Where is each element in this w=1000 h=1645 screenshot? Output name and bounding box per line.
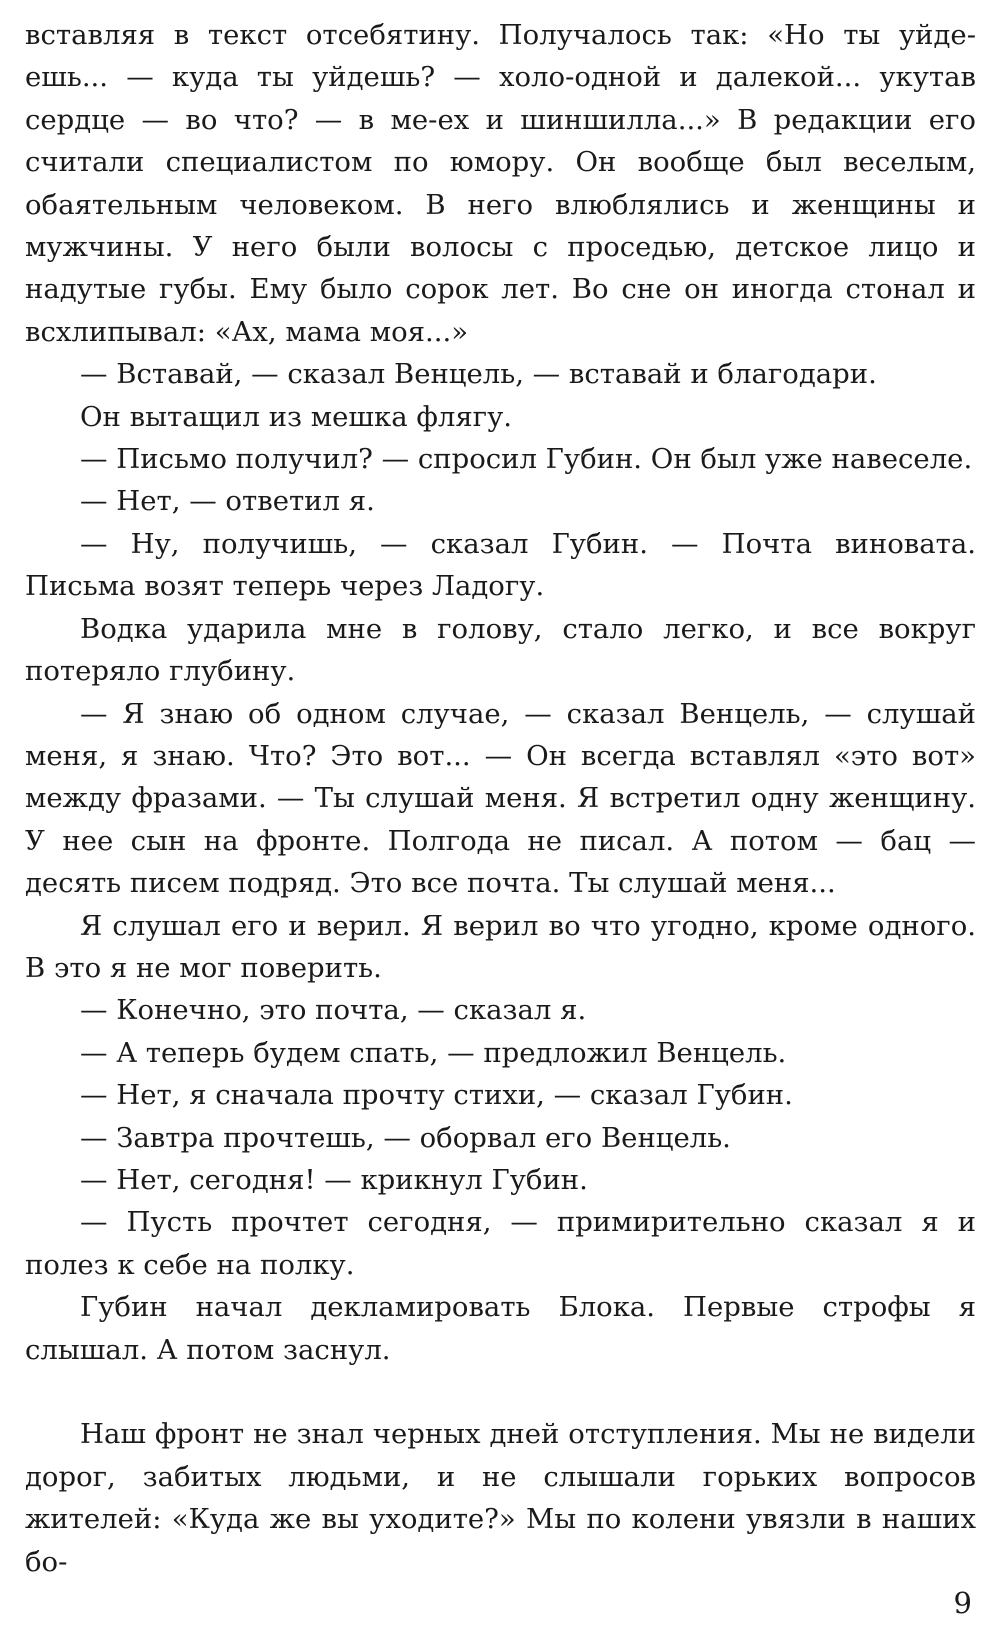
section-break	[25, 1371, 976, 1413]
paragraph: — Ну, получишь, — сказал Губин. — Почта виновата. Письма возят теперь через Ладогу.	[25, 527, 976, 603]
paragraph: — Письмо получил? — спросил Губин. Он был уже навеселе.	[80, 443, 973, 476]
paragraph: — Пусть прочтет сегодня, — примирительно сказал я и полез к себе на полку.	[25, 1206, 976, 1281]
paragraph: — Нет, — ответил я.	[80, 485, 375, 518]
paragraph: вставляя в текст отсебятину. Получалось так: «Но ты уйде-ешь... — куда ты уйдешь? — холо-одной и далекой... укутав сердце — во что? — в ме-ех и шиншилла...» В редакции его считали специалистом по юмору. Он вообще был веселым, обаятельным человеком. В него влюблялись и женщины и мужчины. У него были волосы с проседью, детское лицо и надутые губы. Ему было сорок лет. Во сне он иногда стонал и всхлипывал: «Ах, мама моя...»	[25, 19, 976, 348]
paragraph: Наш фронт не знал черных дней отступления. Мы не видели дорог, забитых людьми, и не слышали горьких вопросов жителей: «Куда же вы уходите?» Мы по колени увязли в наших бо-	[25, 1418, 976, 1578]
paragraph: — Нет, сегодня! — крикнул Губин.	[80, 1163, 588, 1196]
paragraph: — Я знаю об одном случае, — сказал Венцель, — слушай меня, я знаю. Что? Это вот... — Он всегда вставлял «это вот» между фразами. — Ты слушай меня. Я встретил одну женщину. У нее сын на фронте. Полгода не писал. А потом — бац — десять писем подряд. Это все почта. Ты слушай меня...	[25, 697, 976, 900]
paragraph: Я слушал его и верил. Я верил во что угодно, кроме одного. В это я не мог поверить.	[25, 909, 976, 984]
page-number: 9	[953, 1586, 972, 1620]
paragraph: — Вставай, — сказал Венцель, — вставай и благодари.	[80, 358, 877, 391]
paragraph: — Нет, я сначала прочту стихи, — сказал Губин.	[80, 1079, 793, 1112]
paragraph: Водка ударила мне в голову, стало легко, и все вокруг потеряло глубину.	[25, 612, 976, 688]
page-text	[25, 14, 976, 1583]
paragraph: — Конечно, это почта, — сказал я.	[80, 994, 587, 1027]
paragraph: — А теперь будем спать, — предложил Венцель.	[80, 1036, 787, 1069]
paragraph: Он вытащил из мешка флягу.	[80, 400, 512, 433]
paragraph: Губин начал декламировать Блока. Первые строфы я слышал. А потом заснул.	[25, 1291, 976, 1366]
paragraph: — Завтра прочтешь, — оборвал его Венцель.	[80, 1121, 731, 1154]
